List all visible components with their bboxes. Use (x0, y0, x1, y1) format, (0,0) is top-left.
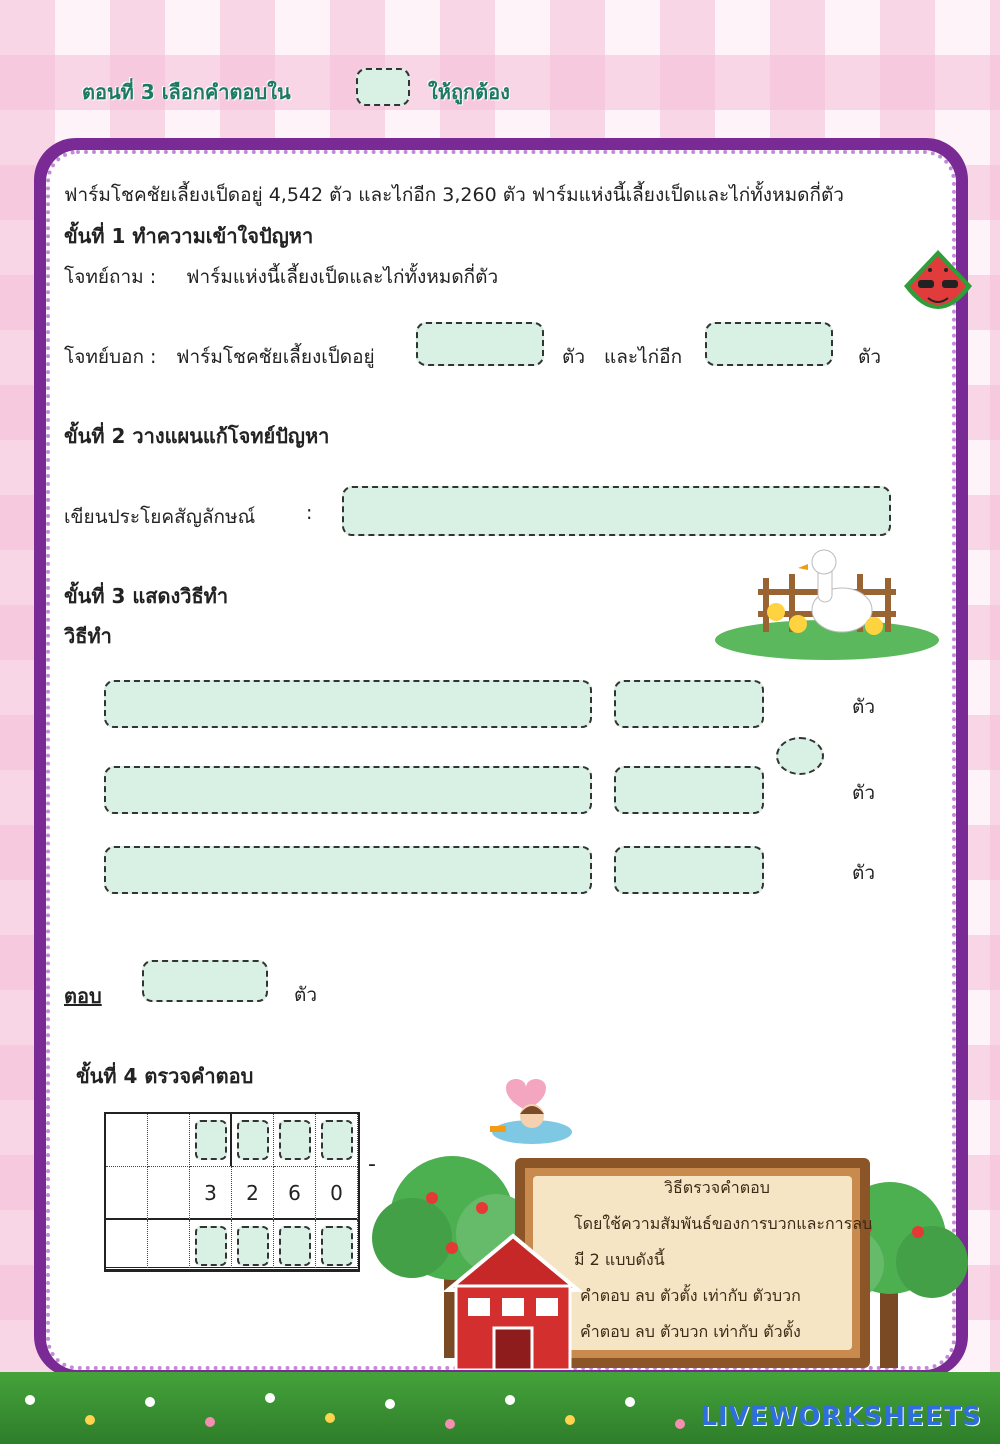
method-row2-unit: ตัว (852, 782, 876, 804)
check-table-cell (106, 1114, 148, 1167)
check-table (104, 1112, 360, 1272)
step1-heading: ขั้นที่ 1 ทำความเข้าใจปัญหา (64, 224, 314, 248)
method-row2-value-input[interactable] (614, 766, 764, 814)
method-row3-expression-input[interactable] (104, 846, 592, 894)
answer-input[interactable] (142, 960, 268, 1002)
step3-heading: ขั้นที่ 3 แสดงวิธีทำ (64, 584, 229, 608)
barn-illustration-icon (438, 1230, 588, 1370)
check-table-cell (148, 1167, 190, 1220)
step2-heading: ขั้นที่ 2 วางแผนแก้โจทย์ปัญหา (64, 424, 330, 448)
check-digit: 0 (316, 1167, 358, 1220)
title-sample-box (356, 68, 410, 106)
board-line2: มี 2 แบบดังนี้ (574, 1250, 665, 1269)
check-digit: 3 (190, 1167, 232, 1220)
check-top-digit-input[interactable] (237, 1120, 269, 1160)
question-text: ฟาร์มแห่งนี้เลี้ยงเป็ดและไก่ทั้งหมดกี่ตัว (186, 266, 499, 288)
method-row1-expression-input[interactable] (104, 680, 592, 728)
answer-label: ตอบ (64, 984, 102, 1008)
flowers-decoration-icon (0, 1380, 700, 1440)
duck-count-input[interactable] (416, 322, 544, 366)
number-sentence-label: เขียนประโยคสัญลักษณ์ (64, 506, 256, 528)
check-bottom-digit-input[interactable] (195, 1226, 227, 1266)
check-top-digit-input[interactable] (279, 1120, 311, 1160)
method-row1-unit: ตัว (852, 696, 876, 718)
check-bottom-digit-input[interactable] (279, 1226, 311, 1266)
check-bottom-digit-input[interactable] (321, 1226, 353, 1266)
chicken-count-input[interactable] (705, 322, 833, 366)
duck-farm-illustration-icon (712, 548, 942, 662)
method-row2-expression-input[interactable] (104, 766, 592, 814)
given-label: โจทย์บอก : (64, 346, 157, 368)
check-table-cell (148, 1220, 190, 1270)
check-table-cell (148, 1114, 190, 1167)
operator-input[interactable] (776, 737, 824, 775)
check-table-cell (106, 1167, 148, 1220)
method-label: วิธีทำ (64, 624, 112, 648)
board-line1: โดยใช้ความสัมพันธ์ของการบวกและการลบ (574, 1214, 873, 1233)
section-title-suffix: ให้ถูกต้อง (428, 80, 510, 104)
number-sentence-colon: : (306, 502, 313, 524)
board-title: วิธีตรวจคำตอบ (664, 1178, 770, 1197)
number-sentence-input[interactable] (342, 486, 891, 536)
check-operator: - (368, 1152, 376, 1177)
watermelon-sticker-icon (900, 246, 976, 332)
board-line4: คำตอบ ลบ ตัวบวก เท่ากับ ตัวตั้ง (580, 1322, 801, 1341)
answer-unit: ตัว (294, 984, 318, 1006)
step4-heading: ขั้นที่ 4 ตรวจคำตอบ (76, 1064, 254, 1088)
check-top-digit-input[interactable] (195, 1120, 227, 1160)
given-chicken-label: และไก่อีก (604, 346, 683, 368)
section-title: ตอนที่ 3 เลือกคำตอบใน (82, 80, 291, 104)
problem-text: ฟาร์มโชคชัยเลี้ยงเป็ดอยู่ 4,542 ตัว และไก่อีก 3,260 ตัว ฟาร์มแห่งนี้เลี้ยงเป็ดและไก่ทั้งหมดกี่ตัว (64, 184, 844, 206)
check-table-cell (106, 1220, 148, 1270)
check-top-digit-input[interactable] (321, 1120, 353, 1160)
method-row3-value-input[interactable] (614, 846, 764, 894)
given-text: ฟาร์มโชคชัยเลี้ยงเป็ดอยู่ (176, 346, 375, 368)
given-unit-chicken: ตัว (858, 346, 882, 368)
liveworksheets-watermark: LIVEWORKSHEETS (700, 1402, 982, 1432)
check-digit: 6 (274, 1167, 316, 1220)
question-label: โจทย์ถาม : (64, 266, 157, 288)
given-unit-duck: ตัว (562, 346, 586, 368)
check-bottom-digit-input[interactable] (237, 1226, 269, 1266)
board-line3: คำตอบ ลบ ตัวตั้ง เท่ากับ ตัวบวก (580, 1286, 801, 1305)
check-digit: 2 (232, 1167, 274, 1220)
method-row1-value-input[interactable] (614, 680, 764, 728)
method-row3-unit: ตัว (852, 862, 876, 884)
